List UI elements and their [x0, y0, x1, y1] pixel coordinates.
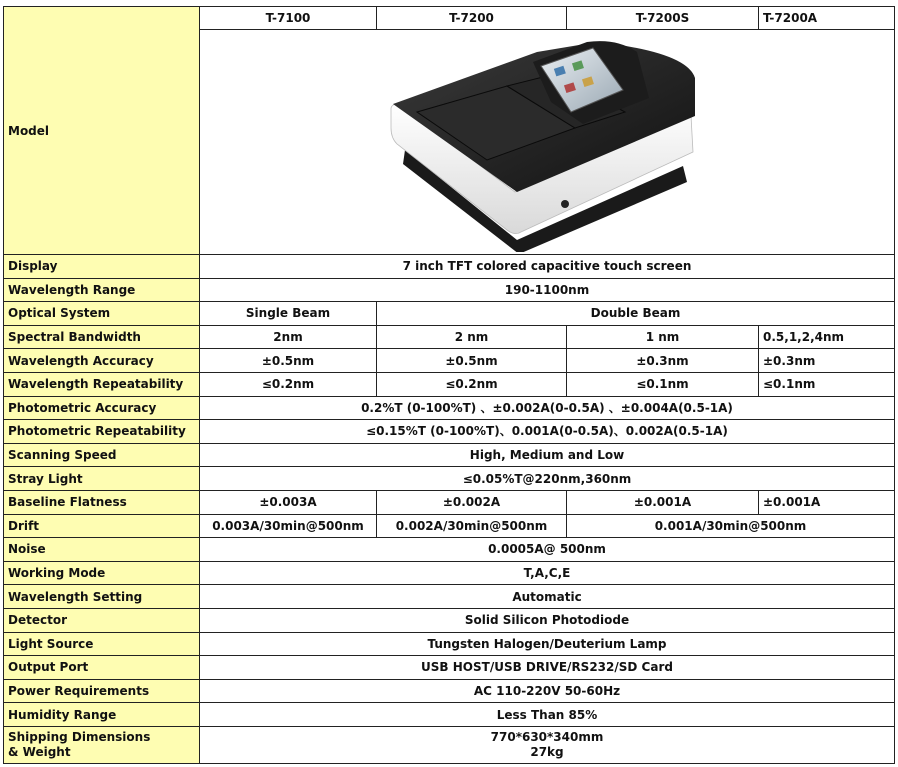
shipping-label-line2: & Weight [8, 744, 71, 759]
row-value: ±0.001A [759, 490, 895, 514]
row-label: Stray Light [4, 467, 200, 491]
row-label: Output Port [4, 656, 200, 680]
row-label: Scanning Speed [4, 443, 200, 467]
row-label: Working Mode [4, 561, 200, 585]
row-label: Optical System [4, 302, 200, 326]
row-value: 0.001A/30min@500nm [567, 514, 895, 538]
row-label: Wavelength Range [4, 278, 200, 302]
model-header-row [4, 7, 895, 30]
row-label: Light Source [4, 632, 200, 656]
row-value: ±0.5nm [377, 349, 567, 373]
row-label: Drift [4, 514, 200, 538]
row-label: Display [4, 255, 200, 279]
model-name: T-7200A [759, 7, 895, 30]
row-label: Wavelength Accuracy [4, 349, 200, 373]
power-row [4, 679, 895, 703]
row-value [200, 726, 895, 763]
wavelength-setting-row [4, 585, 895, 609]
humidity-row [4, 703, 895, 727]
row-value: 2 nm [377, 325, 567, 349]
product-image-cell [200, 30, 895, 255]
scanning-speed-row [4, 443, 895, 467]
row-label: Spectral Bandwidth [4, 325, 200, 349]
stray-light-row [4, 467, 895, 491]
row-value: Less Than 85% [200, 703, 895, 727]
model-name: T-7200S [567, 7, 759, 30]
wavelength-repeatability-row [4, 372, 895, 396]
detector-row [4, 608, 895, 632]
row-value: 190-1100nm [200, 278, 895, 302]
baseline-flatness-row [4, 490, 895, 514]
row-value: ±0.3nm [567, 349, 759, 373]
model-name: T-7100 [200, 7, 377, 30]
row-value: ±0.3nm [759, 349, 895, 373]
row-value: T,A,C,E [200, 561, 895, 585]
wavelength-range-row [4, 278, 895, 302]
row-label: Photometric Repeatability [4, 420, 200, 444]
spectrophotometer-image [387, 32, 707, 252]
shipping-dimensions: 770*630*340mm [490, 729, 604, 744]
row-label [4, 726, 200, 763]
row-value: 0.002A/30min@500nm [377, 514, 567, 538]
working-mode-row [4, 561, 895, 585]
row-label: Wavelength Setting [4, 585, 200, 609]
row-value: USB HOST/USB DRIVE/RS232/SD Card [200, 656, 895, 680]
spec-table [3, 6, 895, 764]
row-value: ≤0.2nm [377, 372, 567, 396]
spectral-bandwidth-row [4, 325, 895, 349]
row-value: ≤0.15%T (0-100%T)、0.001A(0-0.5A)、0.002A(0.5-1A) [200, 420, 895, 444]
display-row [4, 255, 895, 279]
row-value: Solid Silicon Photodiode [200, 608, 895, 632]
row-value: ≤0.05%T@220nm,360nm [200, 467, 895, 491]
photometric-accuracy-row [4, 396, 895, 420]
row-value: ≤0.1nm [567, 372, 759, 396]
row-value: Single Beam [200, 302, 377, 326]
row-label: Wavelength Repeatability [4, 372, 200, 396]
row-value: ≤0.1nm [759, 372, 895, 396]
row-value: 0.003A/30min@500nm [200, 514, 377, 538]
row-value: 0.0005A@ 500nm [200, 538, 895, 562]
row-label: Power Requirements [4, 679, 200, 703]
row-label: Noise [4, 538, 200, 562]
row-value: 2nm [200, 325, 377, 349]
optical-system-row [4, 302, 895, 326]
row-label: Baseline Flatness [4, 490, 200, 514]
row-value: ±0.002A [377, 490, 567, 514]
row-value: Tungsten Halogen/Deuterium Lamp [200, 632, 895, 656]
row-value: 0.5,1,2,4nm [759, 325, 895, 349]
drift-row [4, 514, 895, 538]
photometric-repeatability-row [4, 420, 895, 444]
row-value: ±0.003A [200, 490, 377, 514]
shipping-weight: 27kg [530, 744, 564, 759]
wavelength-accuracy-row [4, 349, 895, 373]
model-label: Model [4, 7, 200, 255]
row-value: Double Beam [377, 302, 895, 326]
row-value: ±0.5nm [200, 349, 377, 373]
row-value: 7 inch TFT colored capacitive touch screen [200, 255, 895, 279]
row-label: Detector [4, 608, 200, 632]
noise-row [4, 538, 895, 562]
output-port-row [4, 656, 895, 680]
row-label: Humidity Range [4, 703, 200, 727]
row-value: ±0.001A [567, 490, 759, 514]
row-value: 0.2%T (0-100%T) 、±0.002A(0-0.5A) 、±0.004A(0.5-1A) [200, 396, 895, 420]
row-value: ≤0.2nm [200, 372, 377, 396]
row-value: 1 nm [567, 325, 759, 349]
row-value: High, Medium and Low [200, 443, 895, 467]
model-name: T-7200 [377, 7, 567, 30]
light-source-row [4, 632, 895, 656]
row-value: Automatic [200, 585, 895, 609]
shipping-label-line1: Shipping Dimensions [8, 729, 151, 744]
shipping-row [4, 726, 895, 763]
row-label: Photometric Accuracy [4, 396, 200, 420]
row-value: AC 110-220V 50-60Hz [200, 679, 895, 703]
